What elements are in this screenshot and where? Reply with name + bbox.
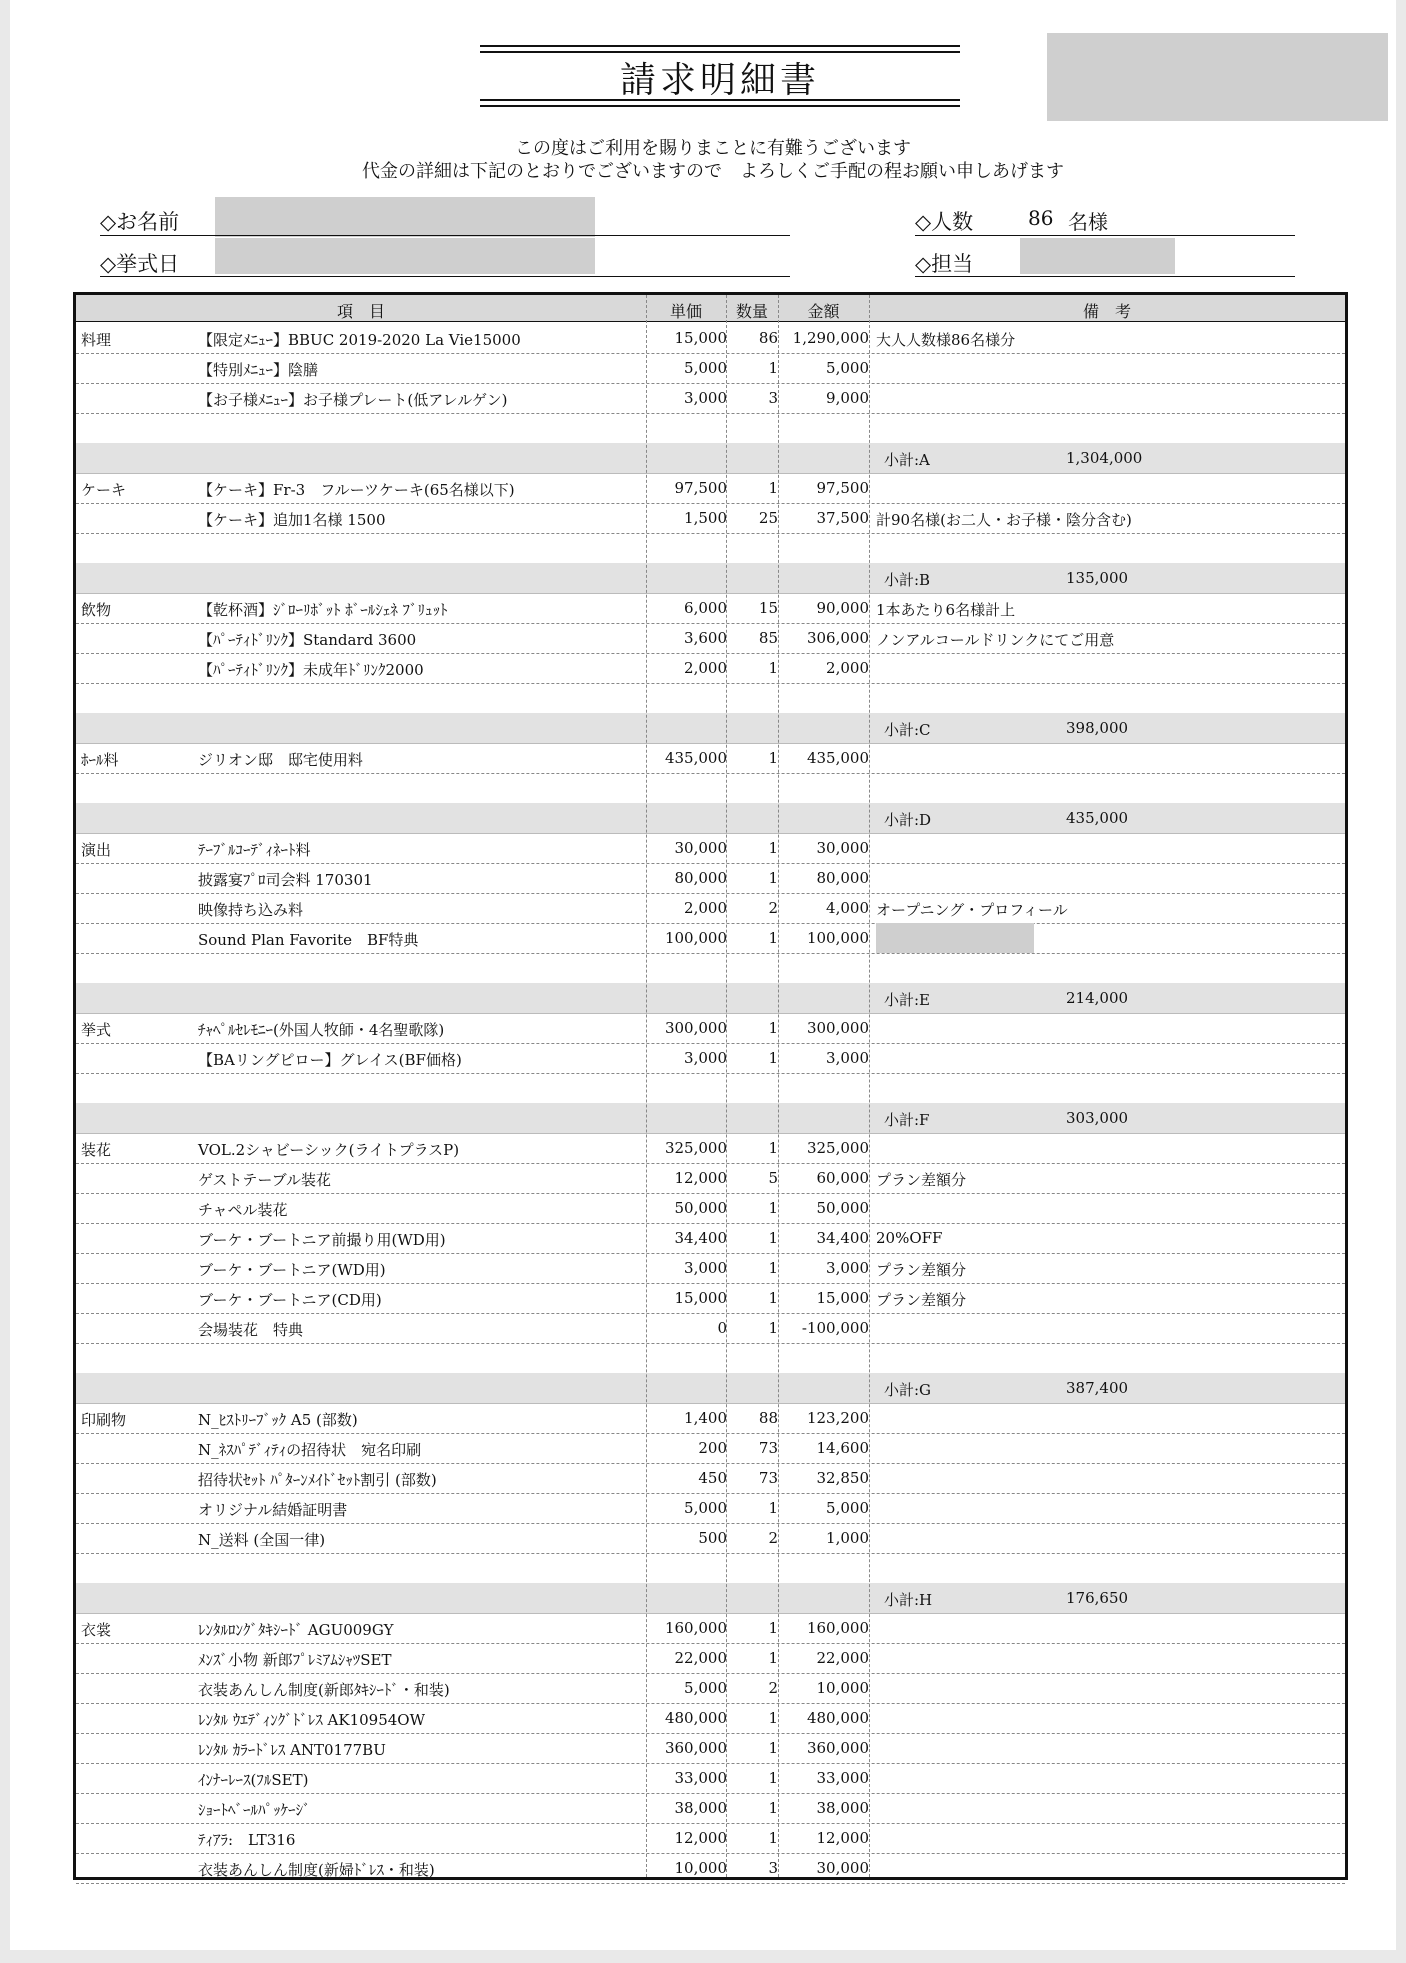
amount-cell: -100,000 [801, 1319, 869, 1337]
category-cell: 料理 [81, 331, 112, 349]
subtotal-row [76, 983, 1345, 1014]
amount-cell: 5,000 [826, 1499, 869, 1517]
blank-row [76, 1553, 1345, 1584]
amount-cell: 123,200 [806, 1409, 869, 1427]
subtotal-row [76, 1103, 1345, 1134]
category-cell: 演出 [81, 841, 112, 859]
unit-price-cell: 1,400 [684, 1409, 727, 1427]
unit-price-cell: 435,000 [664, 749, 727, 767]
quantity-cell: 1 [768, 839, 778, 857]
note-cell: プラン差額分 [876, 1291, 967, 1309]
table-row [76, 1013, 1345, 1044]
category-cell: 装花 [81, 1141, 112, 1159]
note-cell: 1本あたり6名様計上 [876, 601, 1016, 619]
quantity-cell: 1 [768, 479, 778, 497]
quantity-cell: 1 [768, 1289, 778, 1307]
note-cell: 計90名様(お二人・お子様・陰分含む) [876, 511, 1132, 529]
table-row [76, 383, 1345, 414]
header-amount: 金額 [807, 302, 840, 321]
blank-row [76, 1343, 1345, 1374]
unit-price-cell: 300,000 [664, 1019, 727, 1037]
note-cell: オープニング・プロフィール [876, 901, 1068, 919]
table-row [76, 1733, 1345, 1764]
amount-cell: 30,000 [816, 1859, 869, 1877]
amount-cell: 22,000 [816, 1649, 869, 1667]
header-qty: 数量 [735, 302, 768, 321]
item-cell: 【ケーキ】追加1名様 1500 [198, 511, 386, 529]
amount-cell: 12,000 [816, 1829, 869, 1847]
amount-cell: 9,000 [826, 389, 869, 407]
unit-price-cell: 22,000 [674, 1649, 727, 1667]
blank-row [76, 953, 1345, 984]
unit-price-cell: 15,000 [674, 1289, 727, 1307]
amount-cell: 38,000 [816, 1799, 869, 1817]
amount-cell: 15,000 [816, 1289, 869, 1307]
item-cell: ブーケ・ブートニア前撮り用(WD用) [198, 1231, 446, 1249]
unit-price-cell: 100,000 [664, 929, 727, 947]
item-cell: オリジナル結婚証明書 [198, 1501, 348, 1519]
blank-row [76, 683, 1345, 714]
table-row [76, 1433, 1345, 1464]
amount-cell: 50,000 [816, 1199, 869, 1217]
col-divider-note [869, 295, 870, 1877]
unit-price-cell: 360,000 [664, 1739, 727, 1757]
amount-cell: 14,600 [816, 1439, 869, 1457]
amount-cell: 360,000 [806, 1739, 869, 1757]
quantity-cell: 86 [758, 329, 778, 347]
item-cell: 披露宴ﾌﾟﾛ司会料 170301 [198, 871, 373, 889]
table-header [76, 295, 1345, 322]
subtotal-value: 387,400 [1066, 1379, 1129, 1397]
quantity-cell: 1 [768, 1769, 778, 1787]
greeting-line-1: この度はご利用を賜りまことに有難うございます [515, 138, 911, 159]
table-row [76, 1763, 1345, 1794]
table-row [76, 1643, 1345, 1674]
col-divider-qty [726, 295, 727, 1877]
subtotal-value: 135,000 [1066, 569, 1129, 587]
quantity-cell: 73 [758, 1469, 778, 1487]
table-row [76, 623, 1345, 654]
category-cell: ケーキ [81, 481, 127, 499]
unit-price-cell: 12,000 [674, 1169, 727, 1187]
item-cell: 映像持ち込み料 [198, 901, 304, 919]
item-cell: N_ﾈｽﾊﾟﾃﾞｨﾃｨの招待状 宛名印刷 [198, 1441, 422, 1459]
quantity-cell: 85 [758, 629, 778, 647]
item-cell: ジリオン邸 邸宅使用料 [198, 751, 363, 769]
quantity-cell: 2 [768, 1529, 778, 1547]
unit-price-cell: 2,000 [684, 899, 727, 917]
item-cell: 【ケーキ】Fr-3 フルーツケーキ(65名様以下) [198, 481, 515, 499]
amount-cell: 1,290,000 [792, 329, 869, 347]
table-row [76, 1223, 1345, 1254]
amount-cell: 30,000 [816, 839, 869, 857]
amount-cell: 97,500 [816, 479, 869, 497]
item-cell: N_送料 (全国一律) [198, 1531, 326, 1549]
unit-price-cell: 480,000 [664, 1709, 727, 1727]
col-divider-amount [778, 295, 779, 1877]
table-row [76, 1313, 1345, 1344]
item-cell: 【特別ﾒﾆｭｰ】陰膳 [198, 361, 319, 379]
blank-row [76, 533, 1345, 564]
unit-price-cell: 3,600 [684, 629, 727, 647]
unit-price-cell: 50,000 [674, 1199, 727, 1217]
table-row [76, 1253, 1345, 1284]
quantity-cell: 1 [768, 1319, 778, 1337]
item-cell: 衣装あんしん制度(新婦ﾄﾞﾚｽ・和装) [198, 1861, 435, 1879]
category-cell: 飲物 [81, 601, 112, 619]
table-row [76, 1193, 1345, 1224]
item-cell: ﾚﾝﾀﾙﾛﾝｸﾞﾀｷｼｰﾄﾞ AGU009GY [198, 1621, 394, 1639]
unit-price-cell: 3,000 [684, 1259, 727, 1277]
table-row [76, 863, 1345, 894]
amount-cell: 3,000 [826, 1049, 869, 1067]
quantity-cell: 15 [758, 599, 778, 617]
unit-price-cell: 450 [698, 1469, 727, 1487]
table-row [76, 1613, 1345, 1644]
staff-redacted [1020, 238, 1175, 274]
header-note: 備 考 [1082, 302, 1131, 321]
blank-row [76, 413, 1345, 444]
note-cell: プラン差額分 [876, 1171, 967, 1189]
item-cell: N_ﾋｽﾄﾘｰﾌﾞｯｸ A5 (部数) [198, 1411, 358, 1429]
staff-label: ◇担当 [915, 252, 974, 276]
subtotal-row [76, 563, 1345, 594]
quantity-cell: 1 [768, 929, 778, 947]
name-underline [100, 235, 790, 236]
invoice-table [73, 292, 1348, 1880]
amount-cell: 1,000 [826, 1529, 869, 1547]
unit-price-cell: 6,000 [684, 599, 727, 617]
table-row [76, 1523, 1345, 1554]
amount-cell: 60,000 [816, 1169, 869, 1187]
quantity-cell: 1 [768, 1619, 778, 1637]
quantity-cell: 1 [768, 1649, 778, 1667]
quantity-cell: 1 [768, 1049, 778, 1067]
subtotal-label: 小計:H [884, 1591, 933, 1609]
item-cell: ブーケ・ブートニア(WD用) [198, 1261, 386, 1279]
item-cell: チャペル装花 [198, 1201, 288, 1219]
unit-price-cell: 10,000 [674, 1859, 727, 1877]
quantity-cell: 2 [768, 1679, 778, 1697]
amount-cell: 300,000 [806, 1019, 869, 1037]
amount-cell: 4,000 [826, 899, 869, 917]
quantity-cell: 5 [768, 1169, 778, 1187]
date-label: ◇挙式日 [100, 252, 180, 276]
subtotal-value: 398,000 [1066, 719, 1129, 737]
subtotal-value: 303,000 [1066, 1109, 1129, 1127]
table-row [76, 1793, 1345, 1824]
table-row [76, 1823, 1345, 1854]
subtotal-label: 小計:D [884, 811, 932, 829]
page-title: 請求明細書 [619, 60, 820, 101]
category-cell: ﾎｰﾙ料 [81, 751, 119, 769]
amount-cell: 32,850 [816, 1469, 869, 1487]
subtotal-label: 小計:E [884, 991, 931, 1009]
table-row [76, 1493, 1345, 1524]
invoice-sheet [10, 0, 1396, 1950]
unit-price-cell: 38,000 [674, 1799, 727, 1817]
subtotal-label: 小計:C [884, 721, 931, 739]
table-row [76, 1673, 1345, 1704]
amount-cell: 33,000 [816, 1769, 869, 1787]
item-cell: ﾒﾝｽﾞ小物 新郎ﾌﾟﾚﾐｱﾑｼｬﾂSET [198, 1651, 392, 1669]
date-underline [100, 276, 790, 277]
subtotal-value: 1,304,000 [1066, 449, 1143, 467]
quantity-cell: 1 [768, 1739, 778, 1757]
table-row [76, 353, 1345, 384]
quantity-cell: 2 [768, 899, 778, 917]
quantity-cell: 1 [768, 1139, 778, 1157]
amount-cell: 435,000 [806, 749, 869, 767]
unit-price-cell: 500 [698, 1529, 727, 1547]
item-cell: ｲﾝﾅｰﾚｰｽ(ﾌﾙSET) [198, 1771, 309, 1789]
unit-price-cell: 80,000 [674, 869, 727, 887]
quantity-cell: 1 [768, 659, 778, 677]
amount-cell: 34,400 [816, 1229, 869, 1247]
quantity-cell: 1 [768, 1229, 778, 1247]
header-item: 項 目 [336, 302, 385, 321]
item-cell: ﾚﾝﾀﾙ ｶﾗｰﾄﾞﾚｽ ANT0177BU [198, 1741, 386, 1759]
quantity-cell: 1 [768, 359, 778, 377]
unit-price-cell: 2,000 [684, 659, 727, 677]
quantity-cell: 1 [768, 1199, 778, 1217]
category-cell: 衣裳 [81, 1621, 112, 1639]
table-row [76, 1463, 1345, 1494]
item-cell: 【乾杯酒】ｼﾞﾛｰﾘﾎﾞｯﾄ ﾎﾞｰﾙｼｪﾈ ﾌﾞﾘｭｯﾄ [198, 601, 448, 619]
item-cell: ｼｮｰﾄﾍﾞｰﾙﾊﾟｯｹｰｼﾞ [198, 1801, 311, 1819]
note-cell: 20%OFF [876, 1229, 943, 1247]
item-cell: VOL.2シャビーシック(ライトプラスP) [198, 1141, 460, 1159]
note-redacted [876, 923, 1034, 953]
subtotal-row [76, 1583, 1345, 1614]
item-cell: ブーケ・ブートニア(CD用) [198, 1291, 382, 1309]
subtotal-row [76, 1373, 1345, 1404]
table-row [76, 1403, 1345, 1434]
subtotal-value: 214,000 [1066, 989, 1129, 1007]
table-row [76, 653, 1345, 684]
table-row [76, 1283, 1345, 1314]
item-cell: 【ﾊﾟｰﾃｨﾄﾞﾘﾝｸ】Standard 3600 [198, 631, 417, 649]
unit-price-cell: 12,000 [674, 1829, 727, 1847]
subtotal-value: 435,000 [1066, 809, 1129, 827]
table-row [76, 1133, 1345, 1164]
amount-cell: 3,000 [826, 1259, 869, 1277]
item-cell: 【限定ﾒﾆｭｰ】BBUC 2019-2020 La Vie15000 [198, 331, 521, 349]
unit-price-cell: 33,000 [674, 1769, 727, 1787]
unit-price-cell: 200 [698, 1439, 727, 1457]
name-redacted [215, 197, 595, 237]
subtotal-label: 小計:F [884, 1111, 930, 1129]
col-divider-price [646, 295, 647, 1877]
table-row [76, 1853, 1345, 1884]
note-cell: ノンアルコールドリンクにてご用意 [876, 631, 1115, 649]
amount-cell: 5,000 [826, 359, 869, 377]
item-cell: 会場装花 特典 [198, 1321, 304, 1339]
redacted-box [1047, 33, 1388, 121]
subtotal-label: 小計:A [884, 451, 930, 469]
table-row [76, 833, 1345, 864]
quantity-cell: 3 [768, 389, 778, 407]
subtotal-row [76, 713, 1345, 744]
unit-price-cell: 5,000 [684, 1499, 727, 1517]
amount-cell: 306,000 [806, 629, 869, 647]
quantity-cell: 1 [768, 1259, 778, 1277]
table-row [76, 923, 1345, 954]
unit-price-cell: 3,000 [684, 1049, 727, 1067]
item-cell: ﾃｨｱﾗ: LT316 [198, 1831, 296, 1849]
quantity-cell: 1 [768, 1019, 778, 1037]
item-cell: 招待状ｾｯﾄ ﾊﾟﾀｰﾝﾒｲﾄﾞｾｯﾄ割引 (部数) [198, 1471, 437, 1489]
table-row [76, 743, 1345, 774]
item-cell: 衣装あんしん制度(新郎ﾀｷｼｰﾄﾞ・和装) [198, 1681, 450, 1699]
category-cell: 挙式 [81, 1021, 112, 1039]
unit-price-cell: 5,000 [684, 359, 727, 377]
amount-cell: 325,000 [806, 1139, 869, 1157]
unit-price-cell: 34,400 [674, 1229, 727, 1247]
table-row [76, 1703, 1345, 1734]
table-row [76, 1163, 1345, 1194]
amount-cell: 90,000 [816, 599, 869, 617]
staff-underline [915, 276, 1295, 277]
item-cell: ゲストテーブル装花 [198, 1171, 332, 1189]
item-cell: 【BAリングピロー】グレイス(BF価格) [198, 1051, 462, 1069]
quantity-cell: 1 [768, 749, 778, 767]
unit-price-cell: 15,000 [674, 329, 727, 347]
unit-price-cell: 3,000 [684, 389, 727, 407]
item-cell: 【ﾊﾟｰﾃｨﾄﾞﾘﾝｸ】未成年ﾄﾞﾘﾝｸ2000 [198, 661, 424, 679]
item-cell: Sound Plan Favorite BF特典 [198, 931, 419, 949]
amount-cell: 10,000 [816, 1679, 869, 1697]
unit-price-cell: 0 [717, 1319, 727, 1337]
amount-cell: 160,000 [806, 1619, 869, 1637]
amount-cell: 80,000 [816, 869, 869, 887]
quantity-cell: 1 [768, 869, 778, 887]
subtotal-value: 176,650 [1066, 1589, 1129, 1607]
date-redacted [215, 238, 595, 274]
table-row [76, 323, 1345, 354]
item-cell: ﾃｰﾌﾞﾙｺｰﾃﾞｨﾈｰﾄ料 [198, 841, 311, 859]
category-cell: 印刷物 [81, 1411, 127, 1429]
subtotal-label: 小計:B [884, 571, 931, 589]
subtotal-label: 小計:G [884, 1381, 932, 1399]
blank-row [76, 1073, 1345, 1104]
table-row [76, 473, 1345, 504]
quantity-cell: 1 [768, 1799, 778, 1817]
quantity-cell: 3 [768, 1859, 778, 1877]
name-label: ◇お名前 [100, 210, 180, 234]
item-cell: ﾚﾝﾀﾙ ｳｴﾃﾞｨﾝｸﾞﾄﾞﾚｽ AK10954OW [198, 1711, 426, 1729]
quantity-cell: 73 [758, 1439, 778, 1457]
greeting-line-2: 代金の詳細は下記のとおりでございますので よろしくご手配の程お願い申しあげます [362, 161, 1064, 182]
amount-cell: 2,000 [826, 659, 869, 677]
blank-row [76, 773, 1345, 804]
unit-price-cell: 325,000 [664, 1139, 727, 1157]
guests-label: ◇人数 [915, 210, 974, 234]
table-row [76, 1043, 1345, 1074]
header-price: 単価 [669, 302, 702, 321]
item-cell: 【お子様ﾒﾆｭｰ】お子様プレート(低アレルゲン) [198, 391, 508, 409]
amount-cell: 480,000 [806, 1709, 869, 1727]
amount-cell: 37,500 [816, 509, 869, 527]
unit-price-cell: 97,500 [674, 479, 727, 497]
subtotal-row [76, 803, 1345, 834]
table-row [76, 893, 1345, 924]
guests-value: 86 [1028, 206, 1054, 230]
subtotal-row [76, 443, 1345, 474]
quantity-cell: 1 [768, 1499, 778, 1517]
unit-price-cell: 5,000 [684, 1679, 727, 1697]
guests-underline [915, 235, 1295, 236]
guests-unit: 名様 [1068, 210, 1108, 234]
table-row [76, 593, 1345, 624]
item-cell: ﾁｬﾍﾟﾙｾﾚﾓﾆｰ(外国人牧師・4名聖歌隊) [198, 1021, 445, 1039]
title-rule-bottom [480, 99, 960, 107]
unit-price-cell: 1,500 [684, 509, 727, 527]
quantity-cell: 1 [768, 1829, 778, 1847]
note-cell: プラン差額分 [876, 1261, 967, 1279]
quantity-cell: 88 [758, 1409, 778, 1427]
unit-price-cell: 30,000 [674, 839, 727, 857]
unit-price-cell: 160,000 [664, 1619, 727, 1637]
amount-cell: 100,000 [806, 929, 869, 947]
quantity-cell: 1 [768, 1709, 778, 1727]
quantity-cell: 25 [758, 509, 778, 527]
table-row [76, 503, 1345, 534]
note-cell: 大人人数様86名様分 [876, 331, 1016, 349]
